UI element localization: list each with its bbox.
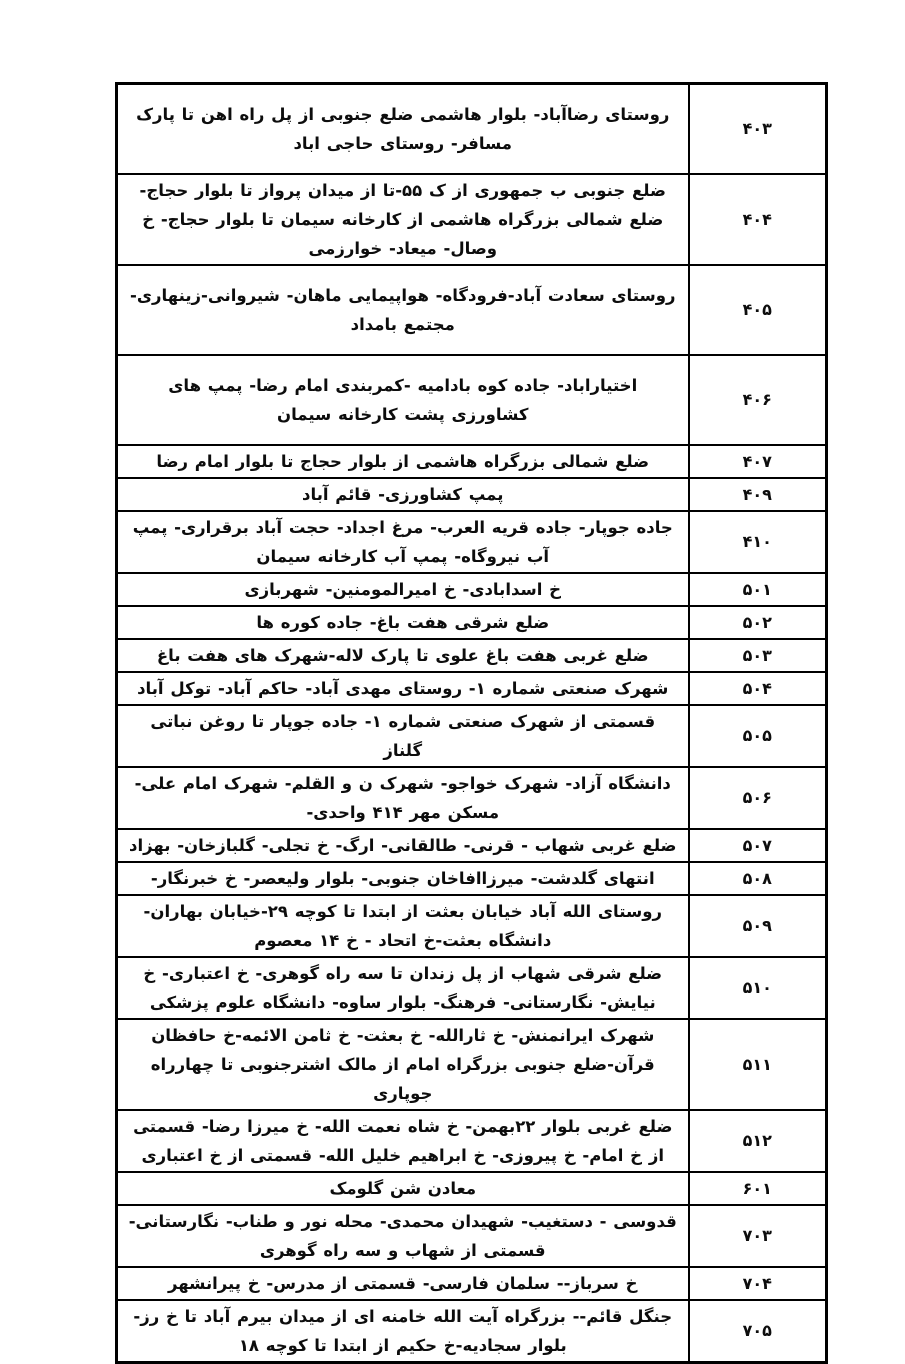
zone-code-cell: ۵۰۶	[689, 767, 827, 829]
area-description-cell: ضلع شرقی هفت باغ- جاده کوره ها	[117, 606, 689, 639]
zone-code-cell: ۷۰۳	[689, 1205, 827, 1267]
table-row	[117, 1300, 827, 1363]
table-row	[117, 573, 827, 606]
area-description-cell: جنگل قائم-- بزرگراه آیت الله خامنه ای از میدان بیرم آباد تا خ رز-بلوار سجادیه-خ حکیم از ابتدا تا کوچه ۱۸	[117, 1300, 689, 1363]
zone-code-cell: ۷۰۴	[689, 1267, 827, 1300]
area-description-cell: جاده جوپار- جاده قریه العرب- مرغ اجداد- حجت آباد برقراری- پمپ آب نیروگاه- پمپ آب کارخانه سیمان	[117, 511, 689, 573]
table-row	[117, 174, 827, 265]
area-description-cell: ضلع جنوبی ب جمهوری از ک ۵۵-تا از میدان پرواز تا بلوار حجاج- ضلع شمالی بزرگراه هاشمی از کارخانه سیمان تا بلوار حجاج- خ وصال- میعاد- خوارزمی	[117, 174, 689, 265]
table-row	[117, 511, 827, 573]
zone-code-cell: ۵۱۰	[689, 957, 827, 1019]
table-row	[117, 862, 827, 895]
area-description-cell: ضلع شمالی بزرگراه هاشمی از بلوار حجاج تا بلوار امام رضا	[117, 445, 689, 478]
table-row	[117, 639, 827, 672]
zone-code-cell: ۵۰۱	[689, 573, 827, 606]
area-description-cell: قدوسی - دستغیب- شهیدان محمدی- محله نور و طناب- نگارستانی- قسمتی از شهاب و سه راه گوهری	[117, 1205, 689, 1267]
area-description-cell: روستای رضاآباد- بلوار هاشمی ضلع جنوبی از پل راه اهن تا پارک مسافر- روستای حاجی اباد	[117, 84, 689, 175]
table-row	[117, 705, 827, 767]
table-row	[117, 84, 827, 175]
table-row	[117, 1110, 827, 1172]
zone-code-cell: ۶۰۱	[689, 1172, 827, 1205]
area-description-cell: دانشگاه آزاد- شهرک خواجو- شهرک ن و القلم- شهرک امام علی- مسکن مهر ۴۱۴ واحدی-	[117, 767, 689, 829]
zone-code-cell: ۵۱۲	[689, 1110, 827, 1172]
area-description-cell: پمپ کشاورزی- قائم آباد	[117, 478, 689, 511]
area-description-cell: خ اسدابادی- خ امیرالمومنین- شهربازی	[117, 573, 689, 606]
zone-code-cell: ۵۰۸	[689, 862, 827, 895]
zone-code-cell: ۵۱۱	[689, 1019, 827, 1110]
zone-code-cell: ۵۰۹	[689, 895, 827, 957]
zone-code-cell: ۵۰۷	[689, 829, 827, 862]
table-row	[117, 478, 827, 511]
area-description-cell: ضلع شرقی شهاب از پل زندان تا سه راه گوهری- خ اعتباری- خ نیایش- نگارستانی- فرهنگ- بلوار ساوه- دانشگاه علوم پزشکی	[117, 957, 689, 1019]
zone-code-cell: ۴۰۳	[689, 84, 827, 175]
table-row	[117, 672, 827, 705]
area-description-cell: روستای سعادت آباد-فرودگاه- هواپیمایی ماهان- شیروانی-زینهاری- مجتمع بامداد	[117, 265, 689, 355]
zones-table	[115, 82, 828, 1364]
zone-code-cell: ۴۰۴	[689, 174, 827, 265]
zone-code-cell: ۵۰۵	[689, 705, 827, 767]
zone-code-cell: ۴۰۶	[689, 355, 827, 445]
zone-code-cell: ۴۱۰	[689, 511, 827, 573]
area-description-cell: روستای الله آباد خیابان بعثت از ابتدا تا کوچه ۲۹-خیابان بهاران- دانشگاه بعثت-خ اتحاد - خ ۱۴ معصوم	[117, 895, 689, 957]
area-description-cell: انتهای گلدشت- میرزاافاخان جنوبی- بلوار ولیعصر- خ خبرنگار-	[117, 862, 689, 895]
zone-code-cell: ۴۰۷	[689, 445, 827, 478]
zone-code-cell: ۷۰۵	[689, 1300, 827, 1363]
table-row	[117, 1172, 827, 1205]
table-row	[117, 1019, 827, 1110]
table-row	[117, 606, 827, 639]
area-description-cell: ضلع غربی بلوار ۲۲بهمن- خ شاه نعمت الله- خ میرزا رضا- قسمتی از خ امام- خ پیروزی- خ ابراهیم خلیل الله- قسمتی از خ اعتباری	[117, 1110, 689, 1172]
table-row	[117, 767, 827, 829]
table-row	[117, 1205, 827, 1267]
table-row	[117, 445, 827, 478]
table-row	[117, 957, 827, 1019]
table-row	[117, 355, 827, 445]
zone-code-cell: ۴۰۹	[689, 478, 827, 511]
zone-code-cell: ۵۰۳	[689, 639, 827, 672]
table-row	[117, 265, 827, 355]
area-description-cell: خ سرباز-- سلمان فارسی- قسمتی از مدرس- خ پیرانشهر	[117, 1267, 689, 1300]
area-description-cell: قسمتی از شهرک صنعتی شماره ۱- جاده جوپار تا روغن نباتی گلناز	[117, 705, 689, 767]
area-description-cell: شهرک ایرانمنش- خ ثارالله- خ بعثت- خ ثامن الائمه-خ حافظان قرآن-ضلع جنوبی بزرگراه امام از مالک اشترجنوبی تا چهارراه جوپاری	[117, 1019, 689, 1110]
table-row	[117, 1267, 827, 1300]
table-row	[117, 895, 827, 957]
area-description-cell: شهرک صنعتی شماره ۱- روستای مهدی آباد- حاکم آباد- توکل آباد	[117, 672, 689, 705]
zone-code-cell: ۵۰۲	[689, 606, 827, 639]
zone-code-cell: ۴۰۵	[689, 265, 827, 355]
area-description-cell: اختیاراباد- جاده کوه بادامیه -کمربندی امام رضا- پمپ های کشاورزی پشت کارخانه سیمان	[117, 355, 689, 445]
area-description-cell: معادن شن گلومک	[117, 1172, 689, 1205]
area-description-cell: ضلع غربی شهاب - قرنی- طالقانی- ارگ- خ تجلی- گلبازخان- بهزاد	[117, 829, 689, 862]
table-row	[117, 829, 827, 862]
zone-code-cell: ۵۰۴	[689, 672, 827, 705]
zones-table-body	[117, 84, 827, 1363]
area-description-cell: ضلع غربی هفت باغ علوی تا پارک لاله-شهرک های هفت باغ	[117, 639, 689, 672]
